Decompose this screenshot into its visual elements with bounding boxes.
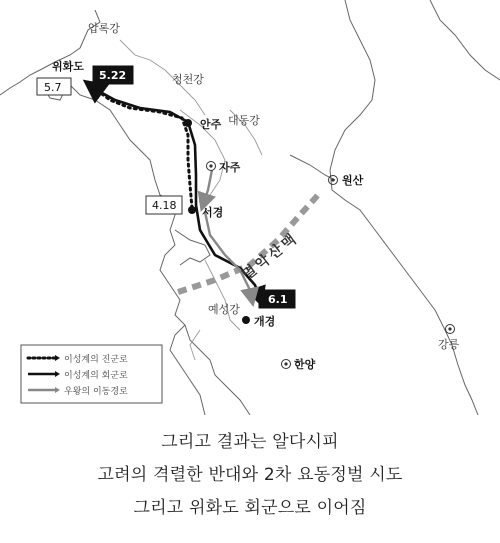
label-gaegyeong: 개경: [254, 315, 276, 328]
label-daedonggang: 대동강: [228, 114, 260, 127]
label-seogyeong: 서경: [202, 206, 224, 219]
legend-king: 우왕의 이동경로: [64, 387, 128, 397]
jaju-marker: [207, 162, 216, 171]
king-route-a: [203, 170, 212, 205]
advance-route: [90, 85, 192, 208]
label-myeolaksanmaek: 멸악산맥: [239, 229, 302, 284]
label-yeseonggang: 예성강: [208, 303, 240, 316]
gangneung-marker: [446, 325, 455, 334]
date-box-5-7: [37, 78, 71, 95]
date-box-5-22: [93, 66, 133, 84]
legend: [21, 345, 162, 403]
caption-line-1: 그리고 결과는 알다시피: [161, 432, 339, 452]
seogyeong-dot: [188, 206, 196, 214]
label-gangneung: 강릉: [438, 338, 460, 351]
svg-text:6.1: 6.1: [268, 293, 288, 306]
svg-text:4.18: 4.18: [152, 199, 177, 212]
caption-line-3: 그리고 위화도 회군으로 이어짐: [133, 498, 367, 518]
label-cheongcheongang: 청천강: [172, 73, 204, 86]
caption-line-2: 고려의 격렬한 반대와 2차 요동정벌 시도: [97, 465, 403, 485]
svg-text:5.22: 5.22: [99, 69, 127, 82]
label-anju: 안주: [200, 118, 222, 131]
label-jaju: 자주: [219, 161, 241, 174]
date-box-4-18: [146, 196, 182, 214]
svg-text:5.7: 5.7: [44, 81, 62, 94]
wonsan-marker: [329, 176, 338, 185]
date-box-6-1: [259, 290, 295, 308]
king-route-b: [205, 212, 252, 300]
hanyang-marker: [282, 360, 291, 369]
label-hanyang: 한양: [294, 358, 316, 371]
anju-dot: [184, 119, 192, 127]
label-amnokgang: 압록강: [88, 22, 120, 35]
legend-advance: 이성계의 진군로: [64, 355, 128, 365]
label-wihwado: 위화도: [52, 60, 84, 73]
legend-retreat: 이성계의 회군로: [64, 371, 128, 381]
label-wonsan: 원산: [342, 174, 364, 187]
gaegyeong-dot: [242, 316, 250, 324]
